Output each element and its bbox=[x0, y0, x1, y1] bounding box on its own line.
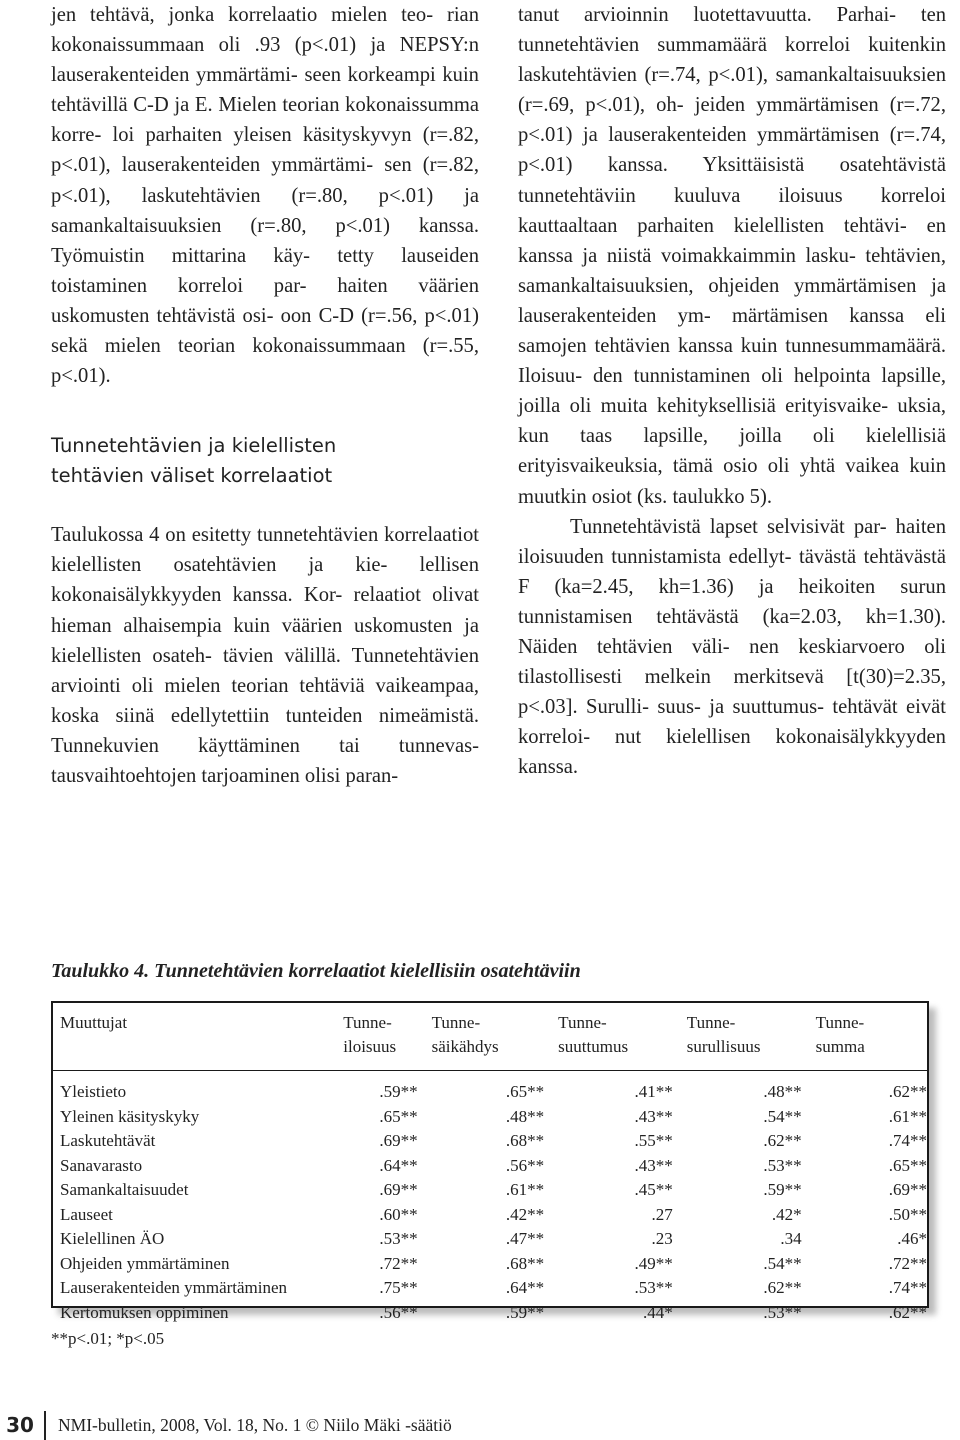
cell: .69** bbox=[379, 1131, 418, 1150]
cell: .62** bbox=[763, 1131, 802, 1150]
cell: .53** bbox=[763, 1302, 802, 1322]
row-label: Laskutehtävät bbox=[60, 1131, 156, 1150]
row-label: Samankaltaisuudet bbox=[60, 1180, 189, 1199]
cell: .49** bbox=[634, 1253, 673, 1273]
cell: .65** bbox=[505, 1082, 545, 1101]
row-label: Sanavarasto bbox=[60, 1155, 143, 1175]
table-row bbox=[53, 1178, 927, 1203]
cell: .41** bbox=[634, 1082, 673, 1101]
cell: .46* bbox=[897, 1229, 927, 1248]
cell: .61** bbox=[505, 1180, 545, 1199]
header-column: Tunne- summa bbox=[815, 1013, 865, 1056]
cell: .53** bbox=[763, 1155, 802, 1175]
cell: .62** bbox=[888, 1082, 927, 1101]
cell: .64** bbox=[379, 1155, 418, 1175]
cell: .34 bbox=[780, 1229, 802, 1248]
page-footer bbox=[0, 1411, 960, 1440]
page-number: 30 bbox=[6, 1413, 34, 1437]
cell: .47** bbox=[505, 1229, 545, 1248]
table-caption: Taulukko 4. Tunnetehtävien korrelaatiot kielellisiin osatehtäviin bbox=[51, 960, 581, 982]
cell: .68** bbox=[505, 1131, 545, 1150]
correlation-table bbox=[51, 1001, 929, 1322]
cell: .68** bbox=[505, 1253, 545, 1273]
cell: .42** bbox=[505, 1204, 545, 1224]
table-row bbox=[53, 1071, 927, 1105]
row-label: Lauserakenteiden ymmärtäminen bbox=[60, 1278, 288, 1297]
cell: .72** bbox=[379, 1253, 418, 1273]
cell: .69** bbox=[888, 1180, 927, 1199]
section-heading: Tunnetehtävien ja kielellisten tehtävien väliset korrelaatiot bbox=[51, 434, 337, 488]
cell: .61** bbox=[888, 1106, 927, 1126]
cell: .23 bbox=[651, 1229, 673, 1248]
table-row bbox=[53, 1276, 927, 1301]
cell: .55** bbox=[634, 1131, 673, 1150]
cell: .56** bbox=[505, 1155, 545, 1175]
left-paragraph-2: Taulukossa 4 on esitetty tunnetehtävien korrelaatiot kielellisten osatehtävien ja kie- lellisen kokonaisälykkyyden kanssa. Kor- relaatiot olivat hieman alhaisempia kuin väärien uskomusten ja kielellisten osateh- tävien välillä. Tunnetehtävien arviointi oli mielen teorian tehtäviä vaikeampaa, koska siinä edellytettiin tunteiden nimeämistä. Tunnekuvien käyttäminen tai tunnevas- tausvaihtoehtojen tarjoaminen olisi paran- bbox=[51, 524, 479, 787]
table-footnote: **p<.01; *p<.05 bbox=[51, 1329, 165, 1348]
cell: .59** bbox=[763, 1180, 802, 1199]
table-row bbox=[53, 1301, 927, 1326]
journal-citation: NMI-bulletin, 2008, Vol. 18, No. 1 © Niilo Mäki -säätiö bbox=[58, 1415, 452, 1435]
table-row bbox=[53, 1105, 927, 1130]
cell: .43** bbox=[634, 1106, 673, 1126]
header-variable: Muuttujat bbox=[60, 1013, 128, 1032]
cell: .50** bbox=[888, 1204, 927, 1224]
cell: .62** bbox=[888, 1302, 927, 1322]
header-column: Tunne- suuttumus bbox=[558, 1013, 629, 1056]
cell: .54** bbox=[763, 1106, 802, 1126]
table-row bbox=[53, 1252, 927, 1277]
table-header-row bbox=[53, 1003, 927, 1071]
cell: .27 bbox=[651, 1204, 673, 1224]
header-column: Tunne- iloisuus bbox=[343, 1013, 397, 1056]
cell: .53** bbox=[379, 1229, 418, 1248]
cell: .74** bbox=[888, 1278, 927, 1297]
row-label: Lauseet bbox=[60, 1204, 113, 1224]
cell: .65** bbox=[888, 1155, 927, 1175]
right-column bbox=[518, 0, 946, 782]
cell: .64** bbox=[505, 1278, 545, 1297]
cell: .44* bbox=[643, 1302, 673, 1322]
left-paragraph-1: jen tehtävä, jonka korrelaatio mielen teo- rian kokonaissummaan oli .93 (p<.01) ja NEPSY:n lauserakenteiden ymmärtämi- seen korkeampi kuin tehtävillä C-D ja E. Mielen teorian kokonaissumma korre- loi parhaiten yleisen käsityskyvyn (r=.82, p<.01), lauserakenteiden ymmärtämi- sen (r=.82, p<.01), laskutehtävien (r=.80, p<.01) ja samankaltaisuuksien (r=.80, p<.01) kanssa. Työmuistin mittarina käy- tetty lauseiden toistaminen korreloi par- haiten väärien uskomusten tehtävistä osi- oon C-D (r=.56, p<.01) sekä mielen teorian kokonaissummaan (r=.55, p<.01). bbox=[51, 4, 480, 388]
table-row bbox=[53, 1227, 927, 1252]
cell: .43** bbox=[634, 1155, 673, 1175]
cell: .56** bbox=[379, 1302, 418, 1322]
row-label: Yleinen käsityskyky bbox=[60, 1106, 200, 1126]
cell: .53** bbox=[634, 1278, 673, 1297]
row-label: Kertomuksen oppiminen bbox=[60, 1302, 229, 1322]
cell: .65** bbox=[379, 1106, 418, 1126]
right-paragraph-2: Tunnetehtävistä lapset selvisivät par- haiten iloisuuden tunnistamista edellyt- tävästä tehtävästä F (ka=2.45, kh=1.36) ja heikoiten surun tunnistamisen tehtävästä (ka=2.03, kh=1.30). Näiden tehtävien väli- nen keskiarvoero oli tilastollisesti melkein merkitsevä [t(30)=2.35, p<.03]. Surulli- suus- ja suuttumus- tehtävät eivät korreloi- nut kielellisen kokonaisälykkyyden kanssa. bbox=[518, 515, 946, 779]
cell: .69** bbox=[379, 1180, 418, 1199]
table-row bbox=[53, 1129, 927, 1154]
header-column: Tunne- säikähdys bbox=[431, 1013, 499, 1056]
row-label: Kielellinen ÄO bbox=[60, 1229, 165, 1248]
cell: .48** bbox=[505, 1106, 545, 1126]
cell: .74** bbox=[888, 1131, 927, 1150]
cell: .54** bbox=[763, 1253, 802, 1273]
header-column: Tunne- surullisuus bbox=[686, 1013, 761, 1056]
right-paragraph-1: tanut arvioinnin luotettavuutta. Parhai- ten tunnetehtävien summamäärä korreloi kuitenkin laskutehtävien (r=.74, p<.01), samankaltaisuuksien (r=.69, p<.01), oh- jeiden ymmärtämisen (r=.72, p<.01) ja lauserakenteiden ymmärtämisen (r=.74, p<.01) kanssa. Yksittäisistä osatehtävistä tunnetehtäviin kuuluva iloisuus korreloi kauttaaltaan parhaiten kielellisten tehtävi- en kanssa ja niistä voimakkaimmin lasku- tehtävien, samankaltaisuuksien, ohjeiden ymmärtämisen ja lauserakenteiden ym- märtämisen kanssa eli samojen tehtävien kanssa kuin tunnesummamäärä. Iloisuu- den tunnistaminen oli helpointa lapsille, joilla oli muita kehityksellisiä erityisvaike- uksia, kun taas lapsille, joilla oli kielellisiä erityisvaikeuksia, tämä osio oli yhtä vaikea kuin muutkin osiot (ks. taulukko 5). bbox=[518, 4, 947, 508]
left-column bbox=[51, 0, 479, 791]
cell: .45** bbox=[634, 1180, 673, 1199]
cell: .59** bbox=[379, 1082, 418, 1101]
cell: .75** bbox=[379, 1278, 418, 1297]
cell: .42* bbox=[771, 1204, 802, 1224]
cell: .48** bbox=[763, 1082, 802, 1101]
table-row bbox=[53, 1154, 927, 1179]
table-row bbox=[53, 1203, 927, 1228]
cell: .62** bbox=[763, 1278, 802, 1297]
footer-divider bbox=[44, 1411, 46, 1440]
cell: .72** bbox=[888, 1253, 927, 1273]
cell: .60** bbox=[379, 1204, 418, 1224]
row-label: Ohjeiden ymmärtäminen bbox=[60, 1253, 230, 1273]
cell: .59** bbox=[505, 1302, 545, 1322]
row-label: Yleistieto bbox=[60, 1082, 127, 1101]
